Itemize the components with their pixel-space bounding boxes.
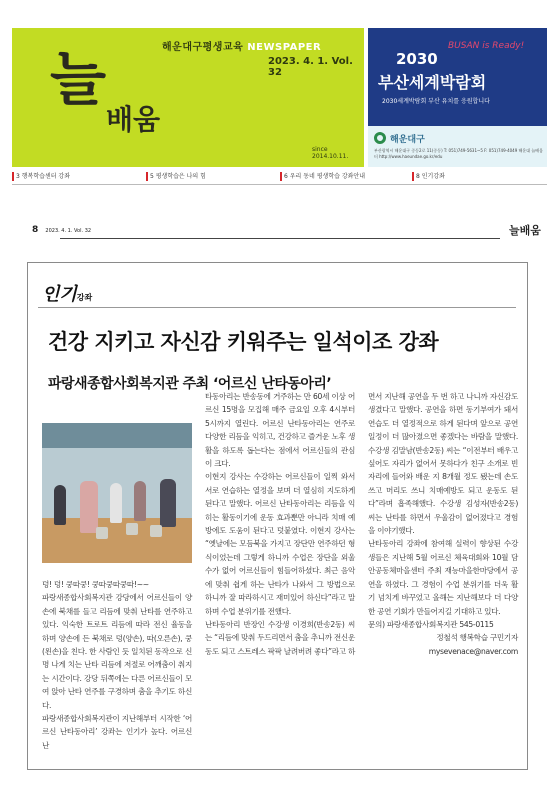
- masthead-banner: [12, 28, 364, 167]
- since-date: since 2014.10.11.: [312, 146, 349, 160]
- kicker-rule: [38, 307, 516, 308]
- section-kicker: 인기강좌: [42, 284, 93, 305]
- article-column-3: 면서 지난해 공연을 두 번 하고 나니까 자신감도 생겼다고 말했다. 공연을 하면 동기부여가 돼서 연습도 더 열정적으로 하게 된다며 앞으로 공연 일정이 더 많아졌으면 좋겠다는 바람을 말했다. 수강생 김말남(반송2동) 씨는 “이전부터 배우고 싶어도 자리가 없어서 못하다가 친구 소개로 빈자리에 들어와 배운 지 8개월 정도 됐는데 손도 쓰고 머리도 쓰니 치매예방도 되고 운동도 된다”라며 흡족해했다. 수강생 김성자(반송2동) 씨는 난타를 하면서 우울감이 없어졌다고 경험을 이야기했다. 난타동아리 강좌에 참여해 실력이 향상된 수강생들은 지난해 5월 어르신 체육대회와 10월 담안공동체마을센터 주최 재능마을한마당에서 공연을 하였다. 그 경험이 수업 분위기를 더욱 활기 넘치게 바꾸었고 올해는 지난해보다 더 다양한 공연 기회가 만들어지길 기대하고 있다. 문의) 파랑새종합사회복지관 545-0115 정철석 행복학습 구민기자 mysevenace@naver.com: [368, 390, 518, 658]
- nav-item-5[interactable]: 5 평생학습은 나의 힘: [146, 172, 206, 181]
- expo-slogan: BUSAN is Ready!: [448, 41, 525, 51]
- district-logo-icon: [374, 132, 386, 144]
- article-subheadline: 파랑새종합사회복지관 주최 ‘어르신 난타동아리’: [48, 376, 332, 392]
- org-title: 해운대구평생교육: [162, 42, 244, 53]
- district-name: 해운대구: [390, 135, 425, 145]
- logo-sub-text: 배움: [106, 103, 161, 136]
- article-column-2: 타동아리는 반송동에 거주하는 만 60세 이상 어르신 15명을 모집해 매주 금요일 오후 4시부터 5시까지 열린다. 어르신 난타동아리는 연주로 다양한 리듬을 익히고, 건강하고 즐거운 노후 생활을 하도록 돕는다는 점에서 어르신들의 관심이 크다. 이현지 강사는 수강하는 어르신들이 일찍 와서 서로 연습하는 열정을 보며 더 열심히 지도하게 된다고 말했다. 어르신 난타동아리는 리듬을 익히는 활동이기에 운동 효과뿐만 아니라 치매 예방에도 도움이 된다고 덧붙였다. 이현지 강사는 “옛날에는 모듬북을 가지고 장단만 연주하던 형식이었는데 그렇게 하니까 수업은 장단을 외울 수가 없어 어르신들이 힘들어하셨다. 최근 음악에 맞춰 쉽게 하는 난타가 나와서 그 방법으로 하니까 잘 따라하시고 재미있어 하신다”라고 말하며 수업 분위기를 전했다. 난타동아리 반장인 수강생 이경희(반송2동) 씨는 “리듬에 맞춰 두드리면서 춤을 추니까 전신운동도 되고 스트레스 팍팍 날려버려 좋다”라고 하: [205, 392, 355, 656]
- nav-item-3[interactable]: 3 행복학습센터 강좌: [12, 172, 70, 181]
- nav-item-6[interactable]: 6 우리 동네 평생학습 강좌안내: [280, 172, 365, 181]
- article-photo: [42, 423, 192, 563]
- byline: 정철석 행복학습 구민기자: [436, 633, 518, 643]
- article-box: [27, 262, 528, 770]
- expo-banner: [368, 28, 547, 126]
- expo-year: 2030: [396, 50, 438, 68]
- expo-title: 부산세계박람회: [378, 73, 487, 92]
- newspaper-label: NEWSPAPER: [247, 42, 322, 53]
- newspaper-title: [162, 38, 321, 53]
- logo-main-glyph: 늘: [50, 45, 107, 113]
- issue-date: 2023. 4. 1. Vol. 32: [268, 56, 353, 78]
- district-box: [368, 126, 547, 167]
- page-date: 2023. 4. 1. Vol. 32: [45, 228, 92, 234]
- page-header: [32, 225, 91, 235]
- header-rule: [60, 238, 500, 239]
- newspaper-logo: [42, 45, 172, 148]
- nav-item-8[interactable]: 8 인기강좌: [412, 172, 445, 181]
- masthead: [12, 28, 547, 167]
- article-column-1: 덩! 덩! 쿵따쿵! 쿵따쿵따쿵따!~~ 파랑새종합사회복지관 강당에서 어르신들이 양손에 북채를 들고 리듬에 맞춰 난타를 연주하고 있다. 익숙한 트로트 리듬에 따라 전신 율동을 하며 양손에 든 북채로 덩(양손), 따(오른손), 쿵(왼손)을 친다. 한 사람인 듯 일치된 동작으로 신명 나게 치는 난타 리듬에 저절로 어깨춤이 춰지는 시간이다. 강당 뒤쪽에는 다른 어르신들이 모여 앉아 난타 연주를 구경하며 춤을 추기도 하신다. 파랑새종합사회복지관이 지난해부터 시작한 ‘어르신 난타동아리’ 강좌는 인기가 높다. 어르신 난: [42, 580, 192, 750]
- section-index: [12, 172, 547, 185]
- article-headline: 건강 지키고 자신감 키워주는 일석이조 강좌: [48, 330, 439, 354]
- district-address: 부산광역시 해운대구 중동2로 11(중동) T: 051)749-5631~5 F: 051)749-4049 해운대 늘배움터 http://www.haeundae.go.kr/edu: [374, 148, 543, 159]
- expo-subtitle: 2030세계박람회 부산 유치를 응원합니다: [382, 98, 490, 105]
- page-logo: 늘배움: [509, 224, 541, 237]
- page-number: 8: [32, 225, 39, 235]
- byline-email[interactable]: mysevenace@naver.com: [428, 646, 518, 656]
